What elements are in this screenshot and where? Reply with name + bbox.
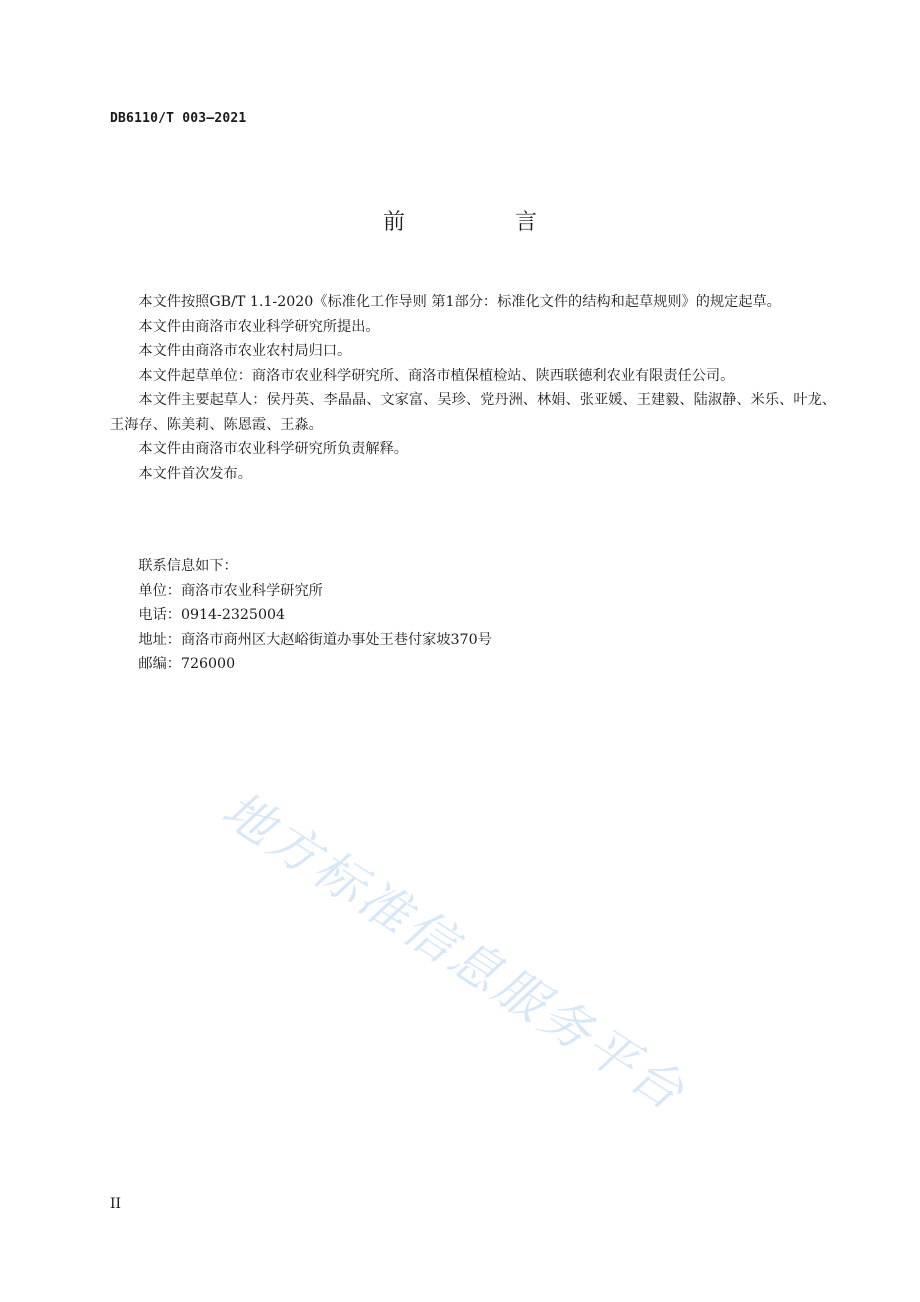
- contact-phone: 电话：0914-2325004: [138, 607, 286, 623]
- watermark: 地方标准信息服务平台: [212, 780, 697, 1123]
- document-code: DB6110/T 003—2021: [110, 111, 247, 126]
- page-number: II: [110, 1196, 122, 1212]
- contact-info: [110, 554, 836, 677]
- paragraph-interpretation: 本文件由商洛市农业科学研究所负责解释。: [138, 441, 408, 457]
- contact-address: 地址：商洛市商州区大赵峪街道办事处王巷付家坡370号: [138, 631, 492, 648]
- paragraph-administrator: 本文件由商洛市农业农村局归口。: [138, 343, 352, 359]
- paragraph-proposer: 本文件由商洛市农业科学研究所提出。: [138, 318, 380, 335]
- paragraph-standard-basis: 本文件按照GB/T 1.1-2020《标准化工作导则 第1部分：标准化文件的结构和起草规则》的规定起草。: [138, 294, 781, 310]
- paragraph-first-release: 本文件首次发布。: [138, 465, 252, 482]
- contact-title: 联系信息如下：: [138, 558, 238, 574]
- foreword-body: [110, 290, 836, 486]
- paragraph-drafting-units: 本文件起草单位：商洛市农业科学研究所、商洛市植保植检站、陕西联德利农业有限责任公司。: [138, 367, 735, 384]
- contact-postcode: 邮编：726000: [138, 656, 236, 672]
- contact-unit: 单位：商洛市农业科学研究所: [138, 582, 323, 599]
- page-title: 前 言: [382, 210, 581, 235]
- paragraph-drafters: 本文件主要起草人：侯丹英、李晶晶、文家富、吴珍、党丹洲、林娟、张亚媛、王建毅、陆淑静、米乐、叶龙、王海存、陈美莉、陈恩霞、王淼。: [110, 392, 836, 433]
